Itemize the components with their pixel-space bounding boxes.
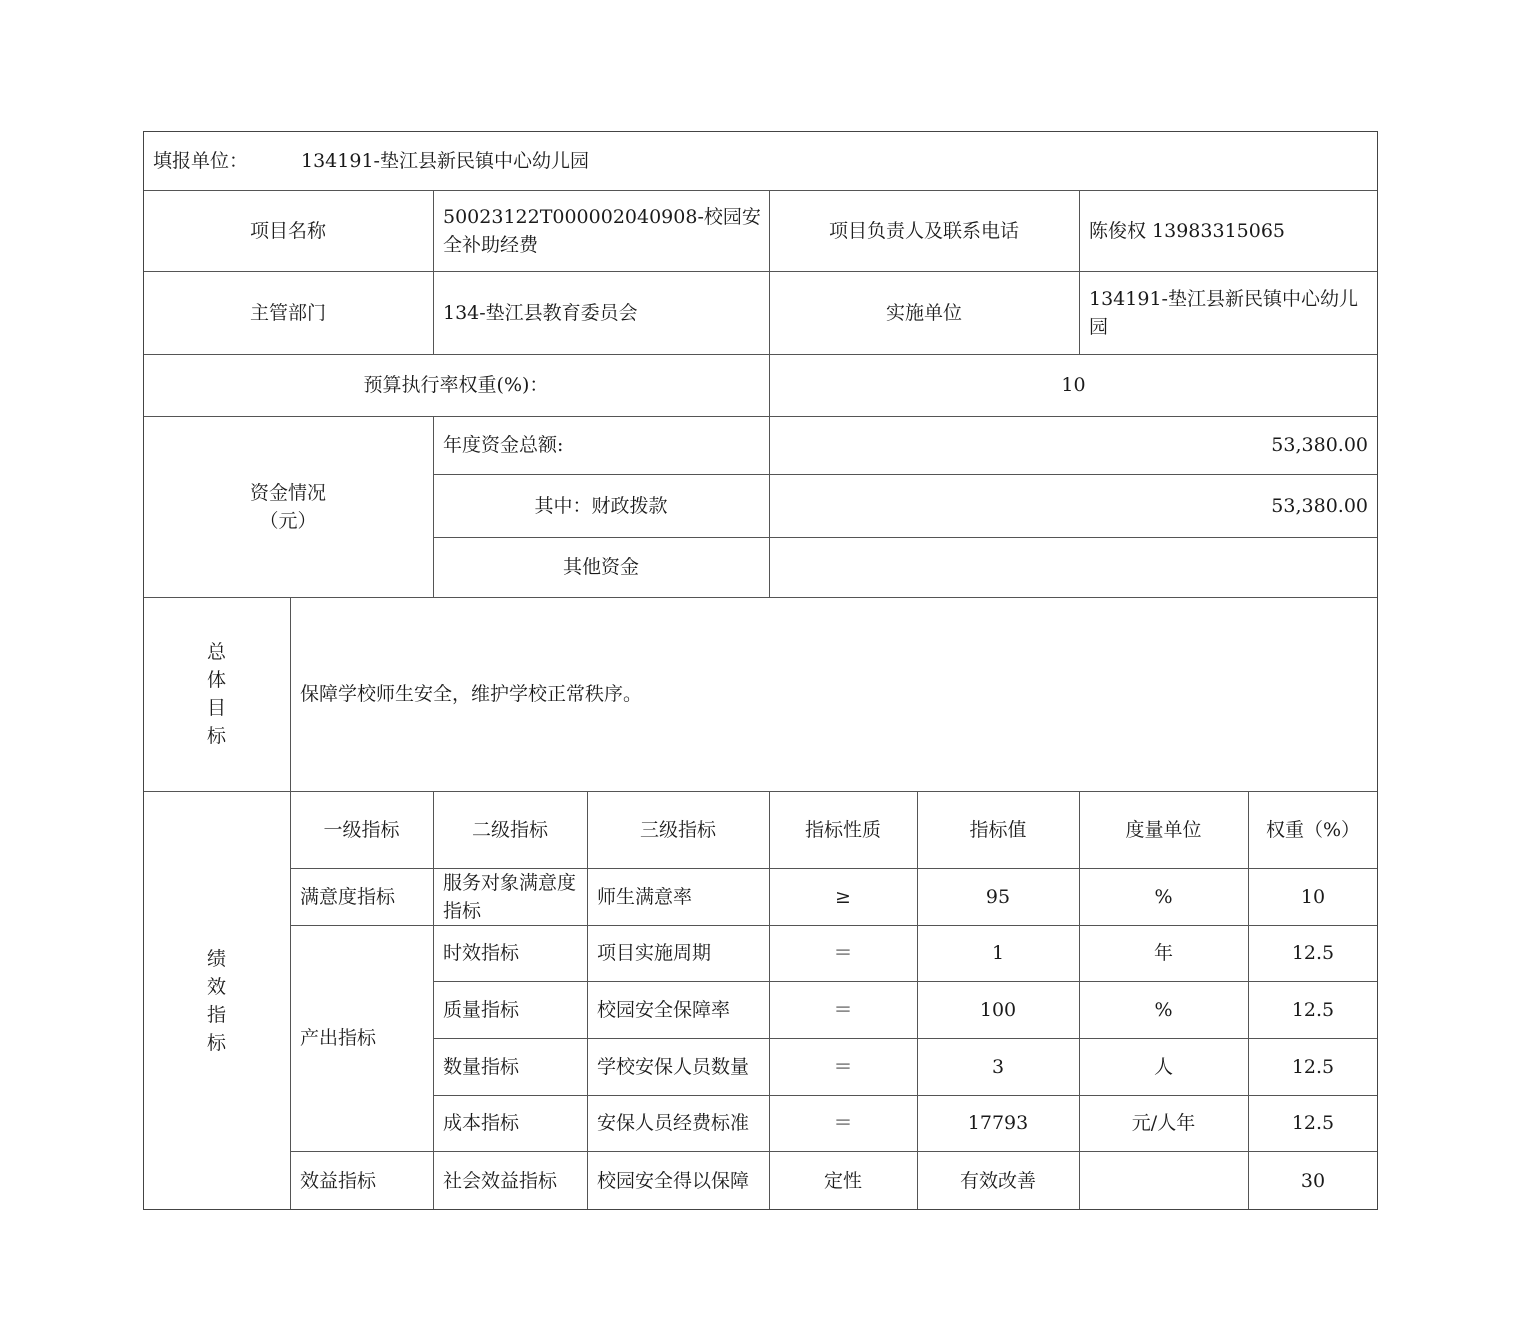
level1-satisfaction: 满意度指标 [300,885,396,908]
value-cell: 95 [985,885,1011,908]
header-weight: 权重（%） [1265,818,1361,841]
goal-label-char: 目 [206,697,226,719]
weight-cell: 12.5 [1291,998,1335,1021]
value-cell: 17793 [967,1112,1029,1134]
goal-label-char: 体 [206,669,226,691]
goal-text: 保障学校师生安全，维护学校正常秩序。 [300,683,643,705]
header-level3: 三级指标 [639,818,716,841]
funds-label-line1: 资金情况 [249,481,326,504]
unit-cell: 人 [1153,1055,1173,1078]
level2-cell: 社会效益指标 [443,1169,558,1192]
funds-other-value [769,537,1378,597]
nature-cell: ＝ [833,942,853,964]
budget-weight-value: 10 [1061,374,1086,396]
weight-cell: 10 [1300,885,1326,908]
header-nature: 指标性质 [804,818,881,841]
header-unit: 度量单位 [1125,818,1202,841]
indicators-label-char: 指 [206,1003,226,1026]
header-value: 指标值 [969,818,1027,841]
performance-target-form [143,131,1378,1210]
filing-unit-value: 134191-垫江县新民镇中心幼儿园 [301,149,589,172]
nature-cell: ≥ [835,885,851,908]
goal-label [143,597,290,791]
impl-unit-label: 实施单位 [885,301,962,324]
indicators-label-char: 标 [206,1031,226,1054]
level1-output: 产出指标 [300,1027,377,1049]
unit-cell: 元/人年 [1131,1112,1196,1134]
funds-fiscal-label: 其中：财政拨款 [534,494,668,517]
funds-fiscal-value: 53,380.00 [1271,494,1368,517]
nature-cell: ＝ [833,1055,853,1078]
level3-cell: 校园安全保障率 [597,998,731,1021]
project-name-value: 50023122T000002040908-校园安全补助经费 [443,205,761,256]
weight-cell: 30 [1300,1169,1326,1192]
level2-cell: 时效指标 [443,942,520,964]
indicators-label [143,791,290,1210]
indicators-label-char: 绩 [206,947,226,970]
level1-benefit: 效益指标 [300,1169,377,1192]
unit-cell [1079,1151,1248,1210]
header-level2: 二级指标 [471,818,548,841]
value-cell: 100 [979,998,1017,1021]
weight-cell: 12.5 [1291,1112,1335,1134]
value-cell: 1 [991,942,1005,964]
value-cell: 有效改善 [959,1169,1036,1192]
impl-unit-value: 134191-垫江县新民镇中心幼儿园 [1089,287,1358,338]
level3-cell: 项目实施周期 [597,942,712,964]
funds-total-value: 53,380.00 [1271,434,1368,456]
funds-label-line2: （元） [259,509,317,532]
header-level1: 一级指标 [323,818,400,841]
funds-other-label: 其他资金 [562,556,639,578]
nature-cell: 定性 [823,1169,862,1192]
level2-cell: 质量指标 [443,998,520,1021]
goal-label-char: 总 [206,641,226,663]
budget-weight-label: 预算执行率权重(%)： [363,374,549,396]
level3-cell: 校园安全得以保障 [597,1169,750,1192]
project-name-label: 项目名称 [249,219,326,242]
weight-cell: 12.5 [1291,942,1335,964]
funds-total-label: 年度资金总额: [443,434,564,456]
nature-cell: ＝ [833,998,853,1021]
value-cell: 3 [991,1055,1005,1078]
project-owner-value: 陈俊权 13983315065 [1089,219,1286,242]
filing-unit-label: 填报单位： [153,149,249,172]
funds-label [143,416,433,597]
dept-value: 134-垫江县教育委员会 [443,301,638,324]
weight-cell: 12.5 [1291,1055,1335,1078]
unit-cell: % [1154,885,1173,908]
level3-cell: 师生满意率 [597,885,693,908]
project-owner-label: 项目负责人及联系电话 [828,219,1019,242]
dept-label: 主管部门 [249,301,326,324]
level3-cell: 安保人员经费标准 [597,1112,750,1134]
indicators-label-char: 效 [206,975,226,998]
nature-cell: ＝ [833,1112,853,1134]
unit-cell: % [1154,998,1173,1021]
goal-label-char: 标 [206,725,226,747]
level2-cell: 成本指标 [443,1112,520,1134]
unit-cell: 年 [1153,942,1173,964]
level2-cell: 数量指标 [443,1055,520,1078]
level3-cell: 学校安保人员数量 [597,1055,750,1078]
level2-cell: 服务对象满意度指标 [443,871,577,922]
